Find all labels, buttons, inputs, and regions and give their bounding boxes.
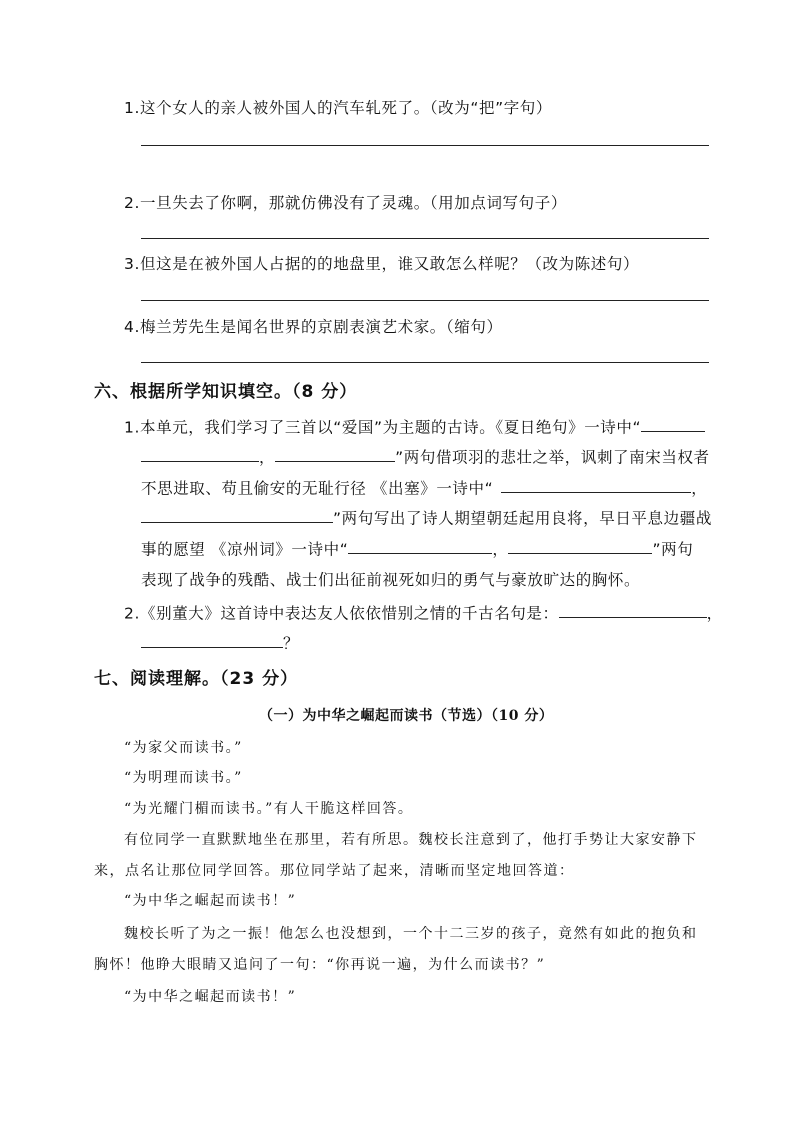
blank-6[interactable]	[348, 537, 492, 554]
answer-line-4[interactable]	[141, 362, 709, 363]
s6-q1-line3	[141, 476, 707, 498]
s6-q1-line4	[141, 506, 712, 528]
blank-9[interactable]	[141, 631, 283, 648]
passage-paragraph: “为中华之崛起而读书！”	[124, 893, 297, 909]
s6-q1-text2: ”两句借项羽的悲壮之举，讽刺了南宋当权者	[395, 448, 710, 467]
answer-line-3[interactable]	[141, 300, 709, 301]
blank-4[interactable]	[501, 476, 691, 493]
s6-q1-comma2: ，	[691, 479, 708, 498]
blank-8[interactable]	[559, 601, 707, 618]
s6-q2-text: 2.《别董大》这首诗中表达友人依依惜别之情的千古名句是：	[124, 604, 559, 623]
passage-paragraph: “为家父而读书。”	[124, 740, 243, 756]
passage-paragraph: “为明理而读书。”	[124, 770, 243, 786]
blank-1[interactable]	[641, 415, 705, 432]
s6-q2-question: ？	[283, 634, 300, 653]
answer-line-2[interactable]	[141, 238, 709, 239]
rewrite-item-1: 1.这个女人的亲人被外国人的汽车轧死了。（改为“把”字句）	[124, 99, 553, 117]
rewrite-item-3: 3.但这是在被外国人占据的的地盘里，谁又敢怎么样呢？（改为陈述句）	[124, 255, 640, 273]
passage-paragraph: 魏校长听了为之一振！他怎么也没想到，一个十二三岁的孩子，竟然有如此的抱负和	[124, 926, 698, 942]
rewrite-item-2: 2.一旦失去了你啊，那就仿佛没有了灵魂。（用加点词写句子）	[124, 194, 567, 212]
section-6-title: 六、根据所学知识填空。（8 分）	[94, 382, 358, 402]
answer-line-1[interactable]	[141, 145, 709, 146]
blank-2[interactable]	[141, 445, 259, 462]
s6-q1-line2	[141, 445, 710, 467]
s6-q1-text5: 事的愿望 《凉州词》一诗中“	[141, 540, 349, 559]
s6-q1-line1	[124, 415, 705, 437]
blank-3[interactable]	[275, 445, 395, 462]
rewrite-item-4: 4.梅兰芳先生是闻名世界的京剧表演艺术家。（缩句）	[124, 318, 503, 336]
passage-paragraph: 有位同学一直默默地坐在那里，若有所思。魏校长注意到了，他打手势让大家安静下	[124, 832, 698, 848]
blank-5[interactable]	[141, 506, 333, 523]
s6-q1-comma: ，	[259, 448, 276, 467]
s6-q1-line5	[141, 537, 693, 559]
s6-q1-text4: ”两句写出了诗人期望朝廷起用良将，早日平息边疆战	[333, 509, 712, 528]
s6-q2-line2	[141, 631, 299, 653]
blank-7[interactable]	[508, 537, 652, 554]
s6-q1-comma3: ，	[492, 540, 509, 559]
passage-paragraph: “为光耀门楣而读书。”有人干脆这样回答。	[124, 801, 414, 817]
passage-paragraph: 胸怀！他睁大眼睛又追问了一句：“你再说一遍，为什么而读书？”	[94, 957, 546, 973]
s6-q1-line6: 表现了战争的残酷、战士们出征前视死如归的勇气与豪放旷达的胸怀。	[141, 571, 641, 589]
passage-paragraph: “为中华之崛起而读书！”	[124, 989, 297, 1005]
s6-q1-text6: ”两句	[652, 540, 694, 559]
s6-q2-line1	[124, 601, 723, 623]
passage-subtitle: （一）为中华之崛起而读书（节选）（10 分）	[259, 708, 554, 724]
s6-q1-text3: 不思进取、苟且偷安的无耻行径 《出塞》一诗中“	[141, 479, 494, 498]
passage-paragraph: 来，点名让那位同学回答。那位同学站了起来，清晰而坚定地回答道：	[94, 863, 575, 879]
s6-q2-comma: ，	[706, 604, 723, 623]
s6-q1-text1: 1.本单元，我们学习了三首以“爱国”为主题的古诗。《夏日绝句》一诗中“	[124, 418, 642, 437]
section-7-title: 七、阅读理解。（23 分）	[94, 669, 299, 689]
